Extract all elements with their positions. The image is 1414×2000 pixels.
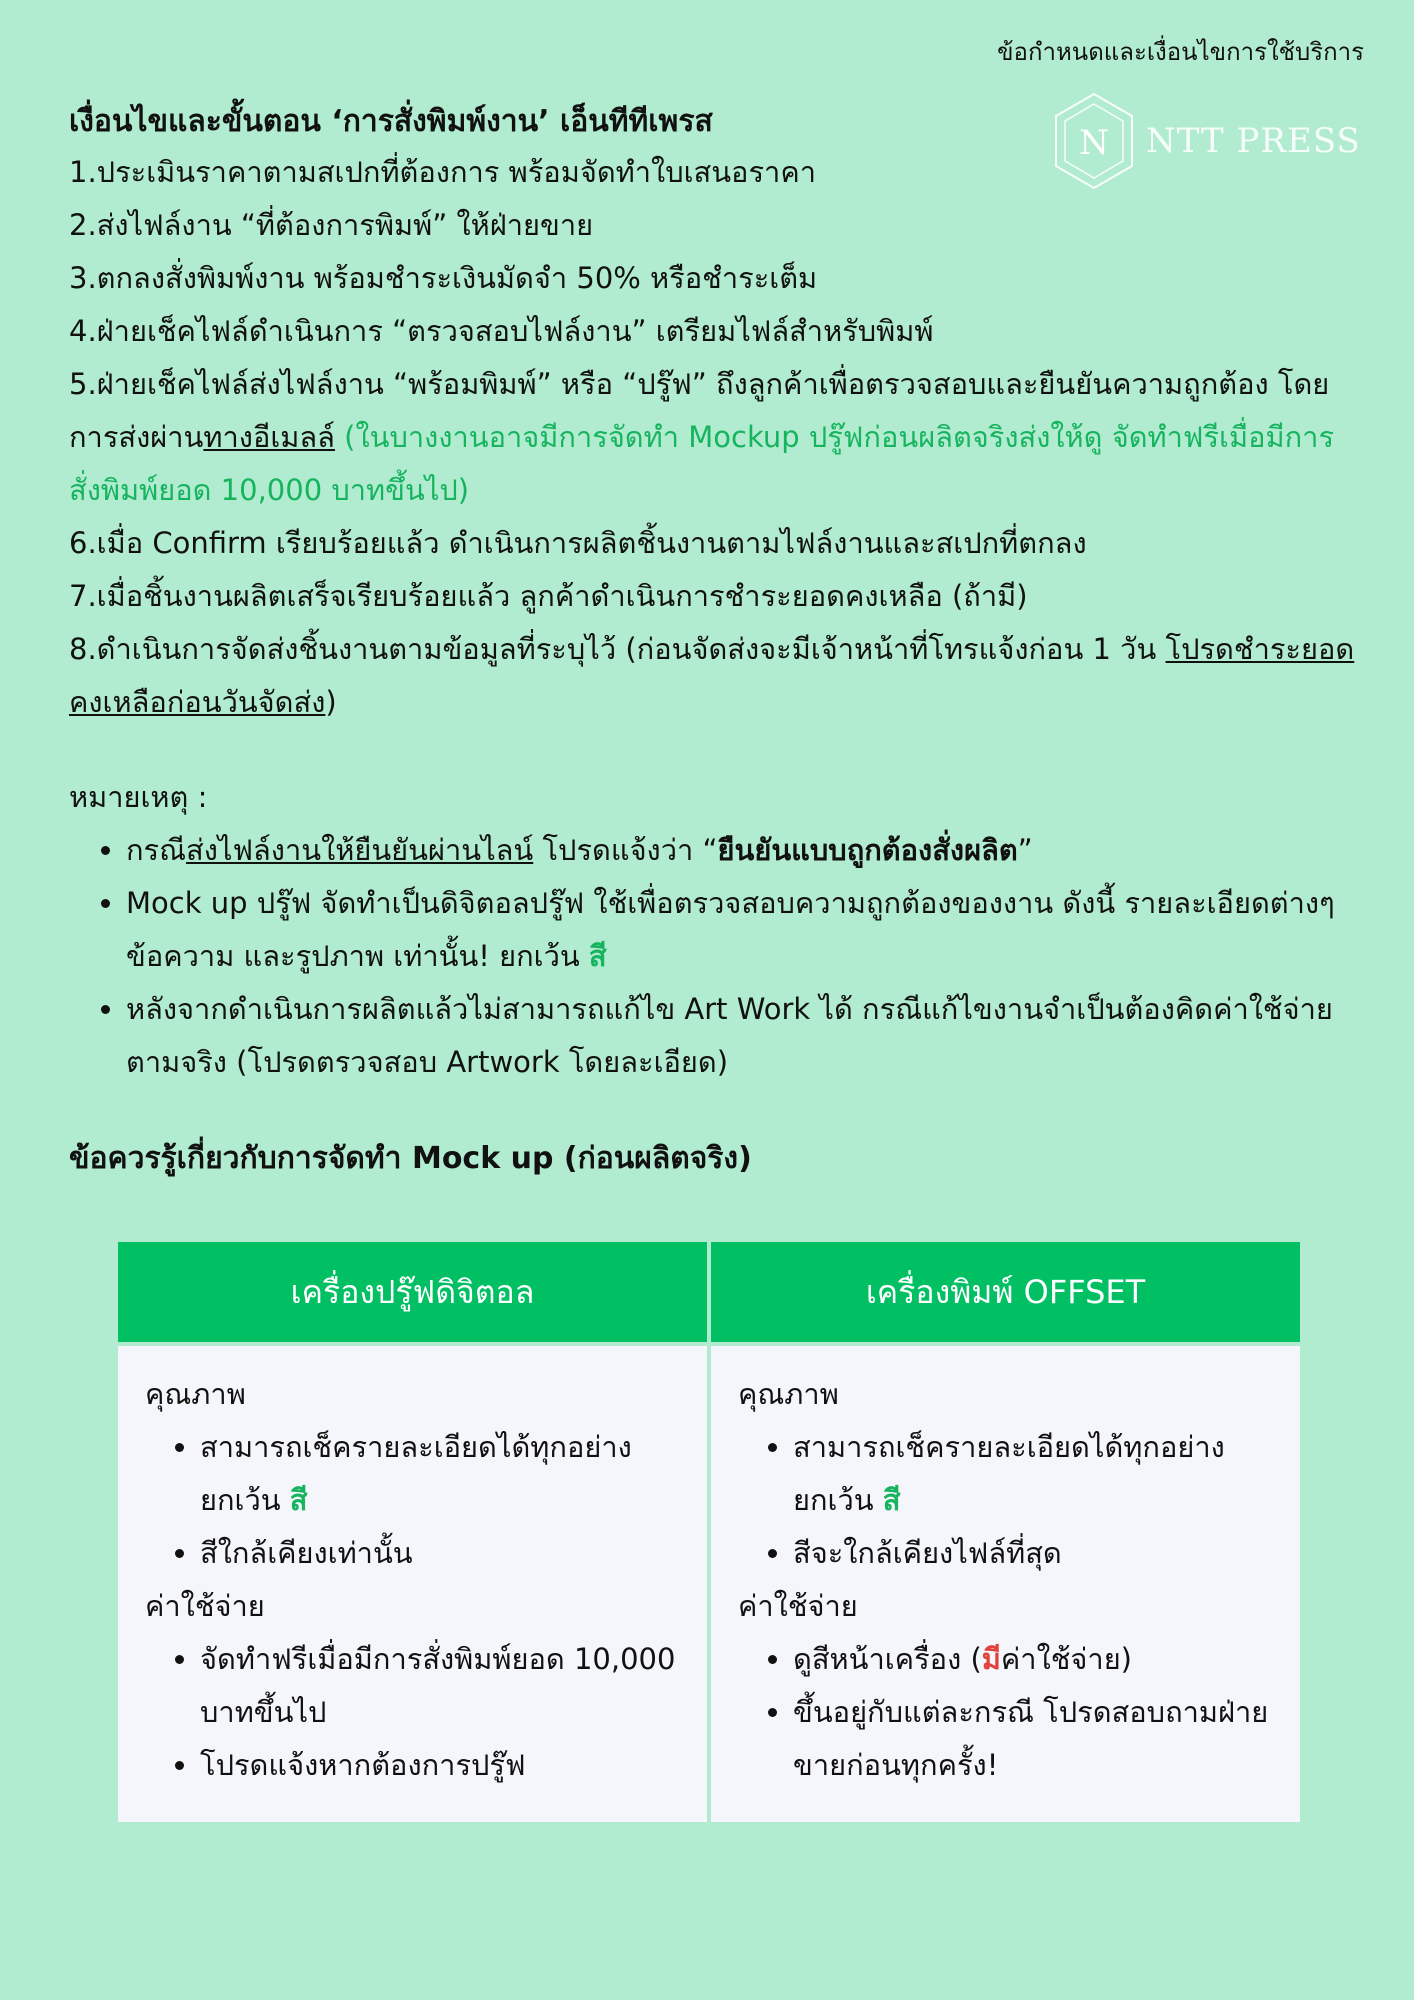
item-text: สามารถเช็ครายละเอียดได้ทุกอย่าง ยกเว้น bbox=[200, 1430, 632, 1517]
mockup-heading: ข้อควรรู้เกี่ยวกับการจัดทำ Mock up (ก่อนผลิตจริง) bbox=[69, 1141, 752, 1176]
notes-heading: หมายเหตุ : bbox=[69, 780, 208, 814]
step-8 bbox=[69, 623, 1359, 729]
step-5-email-link: ทางอีเมลล์ bbox=[203, 420, 335, 454]
item-text: สามารถเช็ครายละเอียดได้ทุกอย่าง ยกเว้น bbox=[793, 1430, 1225, 1517]
list-item: • ขึ้นอยู่กับแต่ละกรณี โปรดสอบถามฝ่ายขายก่อนทุกครั้ง! bbox=[793, 1686, 1278, 1792]
step-2: 2.ส่งไฟล์งาน “ที่ต้องการพิมพ์” ให้ฝ่ายขาย bbox=[69, 208, 594, 242]
step-5 bbox=[69, 358, 1359, 517]
step-8-payment-note: โปรดชำระยอดคงเหลือก่อนวันจัดส่ง bbox=[69, 632, 1355, 719]
note-1-underlined: ส่งไฟล์งานให้ยืนยันผ่านไลน์ bbox=[186, 833, 534, 867]
item-text: ค่าใช้จ่าย) bbox=[1000, 1642, 1132, 1676]
cost-label: ค่าใช้จ่าย bbox=[738, 1589, 858, 1623]
terms-content bbox=[69, 98, 1359, 1183]
note-1-a: กรณี bbox=[126, 833, 187, 867]
step-1: 1.ประเมินราคาตามสเปกที่ต้องการ พร้อมจัดทำใบเสนอราคา bbox=[69, 155, 817, 189]
list-item: • จัดทำฟรีเมื่อมีการสั่งพิมพ์ยอด 10,000 บาทขึ้นไป bbox=[200, 1633, 685, 1739]
list-item bbox=[793, 1633, 1278, 1686]
note-artwork: • หลังจากดำเนินการผลิตแล้วไม่สามารถแก้ไข Art Work ได้ กรณีแก้ไขงานจำเป็นต้องคิดค่าใช้จ่ายตามจริง (โปรดตรวจสอบ Artwork โดยละเอียด) bbox=[126, 983, 1359, 1089]
item-text: ดูสีหน้าเครื่อง ( bbox=[793, 1642, 982, 1676]
list-item: • โปรดแจ้งหากต้องการปรู๊ฟ bbox=[200, 1739, 685, 1792]
step-8-text: 8.ดำเนินการจัดส่งชิ้นงานตามข้อมูลที่ระบุไว้ (ก่อนจัดส่งจะมีเจ้าหน้าที่โทรแจ้งก่อน 1 วัน bbox=[69, 632, 1166, 666]
document-header-title: ข้อกำหนดและเงื่อนไขการใช้บริการ bbox=[997, 38, 1364, 66]
cost-list bbox=[145, 1633, 685, 1792]
list-item bbox=[200, 1421, 685, 1527]
step-8-close: ) bbox=[325, 685, 337, 719]
cost-list bbox=[738, 1633, 1278, 1792]
note-1-c: ” bbox=[1017, 833, 1033, 867]
notes-list bbox=[69, 824, 1359, 1089]
col-header-offset: เครื่องพิมพ์ OFFSET bbox=[711, 1242, 1300, 1346]
note-2-color-word: สี bbox=[588, 939, 607, 973]
step-5-mockup-note: (ในบางงานอาจมีการจัดทำ Mockup ปรู๊ฟก่อนผลิตจริงส่งให้ดู จัดทำฟรีเมื่อมีการสั่งพิมพ์ยอด 10,000 บาทขึ้นไป) bbox=[69, 420, 1335, 507]
list-item: • สีจะใกล้เคียงไฟล์ที่สุด bbox=[793, 1527, 1278, 1580]
quality-list bbox=[738, 1421, 1278, 1580]
quality-list bbox=[145, 1421, 685, 1580]
step-3: 3.ตกลงสั่งพิมพ์งาน พร้อมชำระเงินมัดจำ 50% หรือชำระเต็ม bbox=[69, 261, 818, 295]
quality-label: คุณภาพ bbox=[145, 1377, 246, 1411]
cost-highlight: มี bbox=[981, 1642, 1001, 1676]
logo-wordmark: NTT PRESS bbox=[1146, 121, 1361, 161]
col-header-digital-proof: เครื่องปรู๊ฟดิจิตอล bbox=[118, 1242, 707, 1346]
step-7: 7.เมื่อชิ้นงานผลิตเสร็จเรียบร้อยแล้ว ลูกค้าดำเนินการชำระยอดคงเหลือ (ถ้ามี) bbox=[69, 579, 1028, 613]
note-1-b: โปรดแจ้งว่า “ bbox=[533, 833, 718, 867]
proof-comparison-table bbox=[114, 1242, 1304, 1822]
note-2-text: Mock up ปรู๊ฟ จัดทำเป็นดิจิตอลปรู๊ฟ ใช้เพื่อตรวจสอบความถูกต้องของงาน ดังนี้ รายละเอียดต่างๆ ข้อความ และรูปภาพ เท่านั้น! ยกเว้น bbox=[126, 886, 1335, 973]
list-item bbox=[793, 1421, 1278, 1527]
step-4: 4.ฝ่ายเช็คไฟล์ดำเนินการ “ตรวจสอบไฟล์งาน” เตรียมไฟล์สำหรับพิมพ์ bbox=[69, 314, 934, 348]
color-word: สี bbox=[882, 1483, 901, 1517]
note-mockup-proof bbox=[126, 877, 1359, 983]
list-item: • สีใกล้เคียงเท่านั้น bbox=[200, 1527, 685, 1580]
step-6: 6.เมื่อ Confirm เรียบร้อยแล้ว ดำเนินการผลิตชิ้นงานตามไฟล์งานและสเปกที่ตกลง bbox=[69, 526, 1087, 560]
color-word: สี bbox=[289, 1483, 308, 1517]
svg-text:N: N bbox=[1079, 123, 1109, 163]
digital-proof-cell bbox=[118, 1346, 707, 1822]
note-1-bold: ยืนยันแบบถูกต้องสั่งผลิต bbox=[717, 833, 1018, 867]
order-steps-heading: เงื่อนไขและขั้นตอน ‘การสั่งพิมพ์งาน’ เอ็นทีทีเพรส bbox=[69, 104, 713, 139]
note-line-confirm bbox=[126, 824, 1359, 877]
step-5-text: 5.ฝ่ายเช็คไฟล์ส่งไฟล์งาน “พร้อมพิมพ์” หรือ “ปรู๊ฟ” ถึงลูกค้าเพื่อตรวจสอบและยืนยันความถูกต้อง โดยการส่งผ่าน bbox=[69, 367, 1330, 454]
offset-cell bbox=[711, 1346, 1300, 1822]
quality-label: คุณภาพ bbox=[738, 1377, 839, 1411]
cost-label: ค่าใช้จ่าย bbox=[145, 1589, 265, 1623]
